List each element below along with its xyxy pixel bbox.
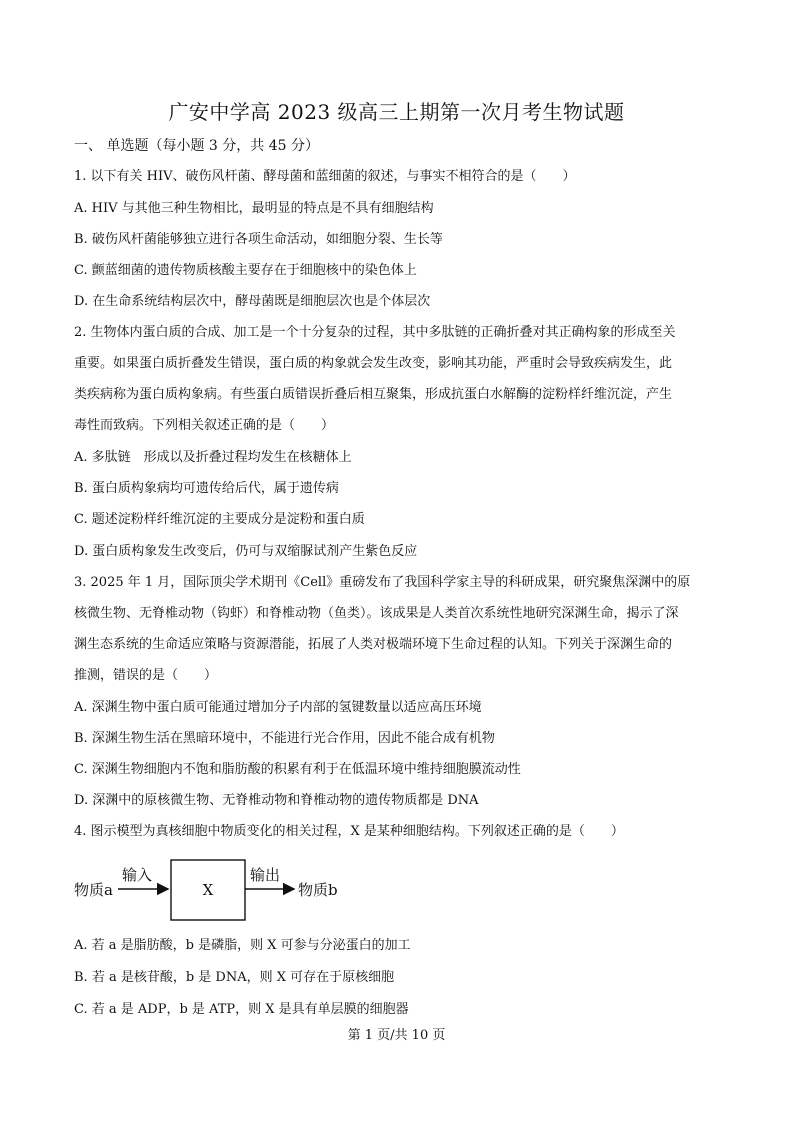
structure-x-label: X: [202, 881, 214, 899]
process-diagram: [72, 858, 372, 924]
page-title: 广安中学高 2023 级高三上期第一次月考生物试题: [168, 100, 625, 124]
question-2-option-a: A. 多肽链 形成以及折叠过程均发生在核糖体上: [74, 450, 352, 465]
question-3-stem-line-2: 核微生物、无脊椎动物（钩虾）和脊椎动物（鱼类）。该成果是人类首次系统性地研究深渊生命，揭示了深: [74, 606, 679, 621]
question-1-stem: 1. 以下有关 HIV、破伤风杆菌、酵母菌和蓝细菌的叙述，与事实不相符合的是（ ）: [74, 169, 576, 184]
section-heading: 一、 单选题（每小题 3 分，共 45 分）: [74, 138, 319, 154]
substance-a-label: 物质a: [74, 881, 113, 899]
question-4-option-a: A. 若 a 是脂肪酸，b 是磷脂，则 X 可参与分泌蛋白的加工: [74, 938, 411, 953]
question-3-option-d: D. 深渊中的原核微生物、无脊椎动物和脊椎动物的遗传物质都是 DNA: [74, 793, 479, 808]
question-2-stem-line-1: 2. 生物体内蛋白质的合成、加工是一个十分复杂的过程，其中多肽链的正确折叠对其正确构象的形成至关: [74, 325, 676, 340]
question-3-stem-line-3: 渊生态系统的生命适应策略与资源潜能，拓展了人类对极端环境下生命过程的认知。下列关于深渊生命的: [74, 637, 673, 652]
question-3-option-c: C. 深渊生物细胞内不饱和脂肪酸的积累有利于在低温环境中维持细胞膜流动性: [74, 762, 521, 777]
question-1-option-c: C. 颤蓝细菌的遗传物质核酸主要存在于细胞核中的染色体上: [74, 263, 417, 278]
question-1-option-d: D. 在生命系统结构层次中，酵母菌既是细胞层次也是个体层次: [74, 294, 431, 309]
question-2-option-b: B. 蛋白质构象病均可遗传给后代，属于遗传病: [74, 481, 339, 496]
question-2-stem-line-2: 重要。如果蛋白质折叠发生错误，蛋白质的构象就会发生改变，影响其功能，严重时会导致疾病发生，此: [74, 356, 673, 371]
output-label: 输出: [250, 866, 281, 884]
question-2-option-c: C. 题述淀粉样纤维沉淀的主要成分是淀粉和蛋白质: [74, 512, 365, 527]
question-3-option-b: B. 深渊生物生活在黑暗环境中，不能进行光合作用，因此不能合成有机物: [74, 731, 495, 746]
question-3-stem-line-1: 3. 2025 年 1 月，国际顶尖学术期刊《Cell》重磅发布了我国科学家主导的科研成果，研究聚焦深渊中的原: [74, 575, 691, 590]
question-2-stem-line-3: 类疾病称为蛋白质构象病。有些蛋白质错误折叠后相互聚集，形成抗蛋白水解酶的淀粉样纤维沉淀，产生: [74, 387, 673, 402]
input-label: 输入: [122, 866, 153, 884]
question-2-option-d: D. 蛋白质构象发生改变后，仍可与双缩脲试剂产生紫色反应: [74, 544, 418, 559]
question-4-option-b: B. 若 a 是核苷酸，b 是 DNA，则 X 可存在于原核细胞: [74, 970, 395, 985]
question-2-stem-line-4: 毒性而致病。下列相关叙述正确的是（ ）: [74, 418, 335, 433]
page-footer: 第 1 页/共 10 页: [347, 1028, 446, 1043]
question-3-option-a: A. 深渊生物中蛋白质可能通过增加分子内部的氢键数量以适应高压环境: [74, 700, 482, 715]
substance-b-label: 物质b: [298, 881, 338, 899]
question-3-stem-line-4: 推测，错误的是（ ）: [74, 668, 218, 683]
question-4-stem: 4. 图示模型为真核细胞中物质变化的相关过程，X 是某种细胞结构。下列叙述正确的是（ ）: [74, 824, 624, 839]
question-4-option-c: C. 若 a 是 ADP，b 是 ATP，则 X 是具有单层膜的细胞器: [74, 1002, 409, 1017]
question-1-option-a: A. HIV 与其他三种生物相比，最明显的特点是不具有细胞结构: [74, 201, 434, 216]
question-1-option-b: B. 破伤风杆菌能够独立进行各项生命活动，如细胞分裂、生长等: [74, 232, 443, 247]
